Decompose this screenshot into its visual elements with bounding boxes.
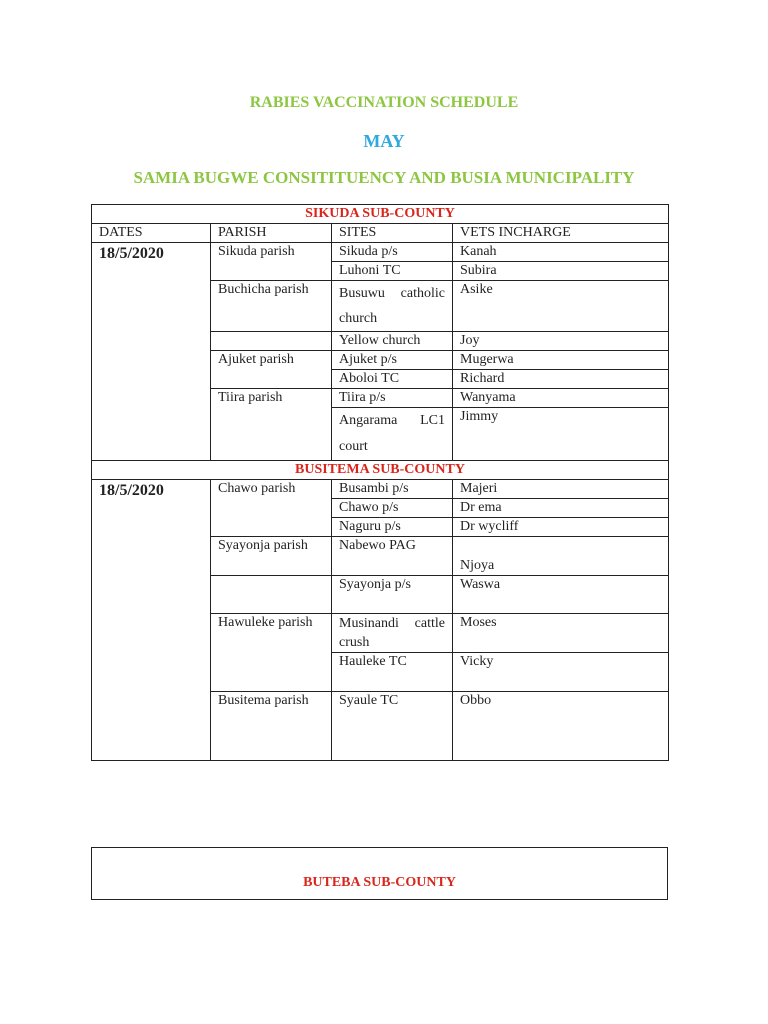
site-cell: Sikuda p/s bbox=[332, 243, 453, 262]
buteba-box bbox=[91, 847, 668, 900]
col-header-dates: DATES bbox=[92, 224, 211, 243]
date-cell: 18/5/2020 bbox=[92, 243, 211, 461]
vet-cell: Asike bbox=[453, 281, 669, 332]
vet-cell: Obbo bbox=[453, 692, 669, 761]
parish-cell: Ajuket parish bbox=[211, 351, 332, 389]
vet-cell: Moses bbox=[453, 614, 669, 653]
vet-cell: Richard bbox=[453, 370, 669, 389]
parish-cell: Sikuda parish bbox=[211, 243, 332, 281]
parish-cell: Syayonja parish bbox=[211, 537, 332, 576]
site-cell: Tiira p/s bbox=[332, 389, 453, 408]
schedule-title: RABIES VACCINATION SCHEDULE bbox=[249, 94, 519, 111]
site-cell: Chawo p/s bbox=[332, 499, 453, 518]
site-cell: Nabewo PAG bbox=[332, 537, 453, 576]
site-cell: Syaule TC bbox=[332, 692, 453, 761]
subcounty-header-busitema: BUSITEMA SUB-COUNTY bbox=[92, 461, 669, 480]
col-header-sites: SITES bbox=[332, 224, 453, 243]
site-cell: Syayonja p/s bbox=[332, 576, 453, 614]
schedule-table bbox=[91, 204, 669, 761]
vet-cell: Joy bbox=[453, 332, 669, 351]
vet-cell: Dr wycliff bbox=[453, 518, 669, 537]
vet-cell: Subira bbox=[453, 262, 669, 281]
vet-cell: Dr ema bbox=[453, 499, 669, 518]
site-cell: Ajuket p/s bbox=[332, 351, 453, 370]
site-cell: Aboloi TC bbox=[332, 370, 453, 389]
vet-cell: Njoya bbox=[453, 537, 669, 576]
parish-cell: Buchicha parish bbox=[211, 281, 332, 332]
parish-cell: Busitema parish bbox=[211, 692, 332, 761]
site-cell: Busuwu catholic church bbox=[332, 281, 453, 332]
vet-cell: Wanyama bbox=[453, 389, 669, 408]
area-title: SAMIA BUGWE CONSITITUENCY AND BUSIA MUNICIPALITY bbox=[133, 168, 635, 187]
vet-cell: Mugerwa bbox=[453, 351, 669, 370]
vet-cell: Jimmy bbox=[453, 408, 669, 461]
parish-cell bbox=[211, 332, 332, 351]
vet-cell: Vicky bbox=[453, 653, 669, 692]
vet-cell: Waswa bbox=[453, 576, 669, 614]
table-row bbox=[92, 243, 669, 262]
site-cell: Yellow church bbox=[332, 332, 453, 351]
column-header-row bbox=[92, 224, 669, 243]
subcounty-header-sikuda: SIKUDA SUB-COUNTY bbox=[92, 205, 669, 224]
vet-cell: Kanah bbox=[453, 243, 669, 262]
date-cell: 18/5/2020 bbox=[92, 480, 211, 761]
site-cell: Naguru p/s bbox=[332, 518, 453, 537]
site-cell: Luhoni TC bbox=[332, 262, 453, 281]
parish-cell: Tiira parish bbox=[211, 389, 332, 461]
month-title: MAY bbox=[363, 131, 405, 151]
site-cell: Angarama LC1 court bbox=[332, 408, 453, 461]
site-cell: Hauleke TC bbox=[332, 653, 453, 692]
parish-cell bbox=[211, 576, 332, 614]
table-row bbox=[92, 480, 669, 499]
col-header-vets: VETS INCHARGE bbox=[453, 224, 669, 243]
parish-cell: Hawuleke parish bbox=[211, 614, 332, 692]
subcounty-header-buteba: BUTEBA SUB-COUNTY bbox=[303, 875, 456, 890]
site-cell: Musinandi cattle crush bbox=[332, 614, 453, 653]
parish-cell: Chawo parish bbox=[211, 480, 332, 537]
vet-cell: Majeri bbox=[453, 480, 669, 499]
site-cell: Busambi p/s bbox=[332, 480, 453, 499]
col-header-parish: PARISH bbox=[211, 224, 332, 243]
